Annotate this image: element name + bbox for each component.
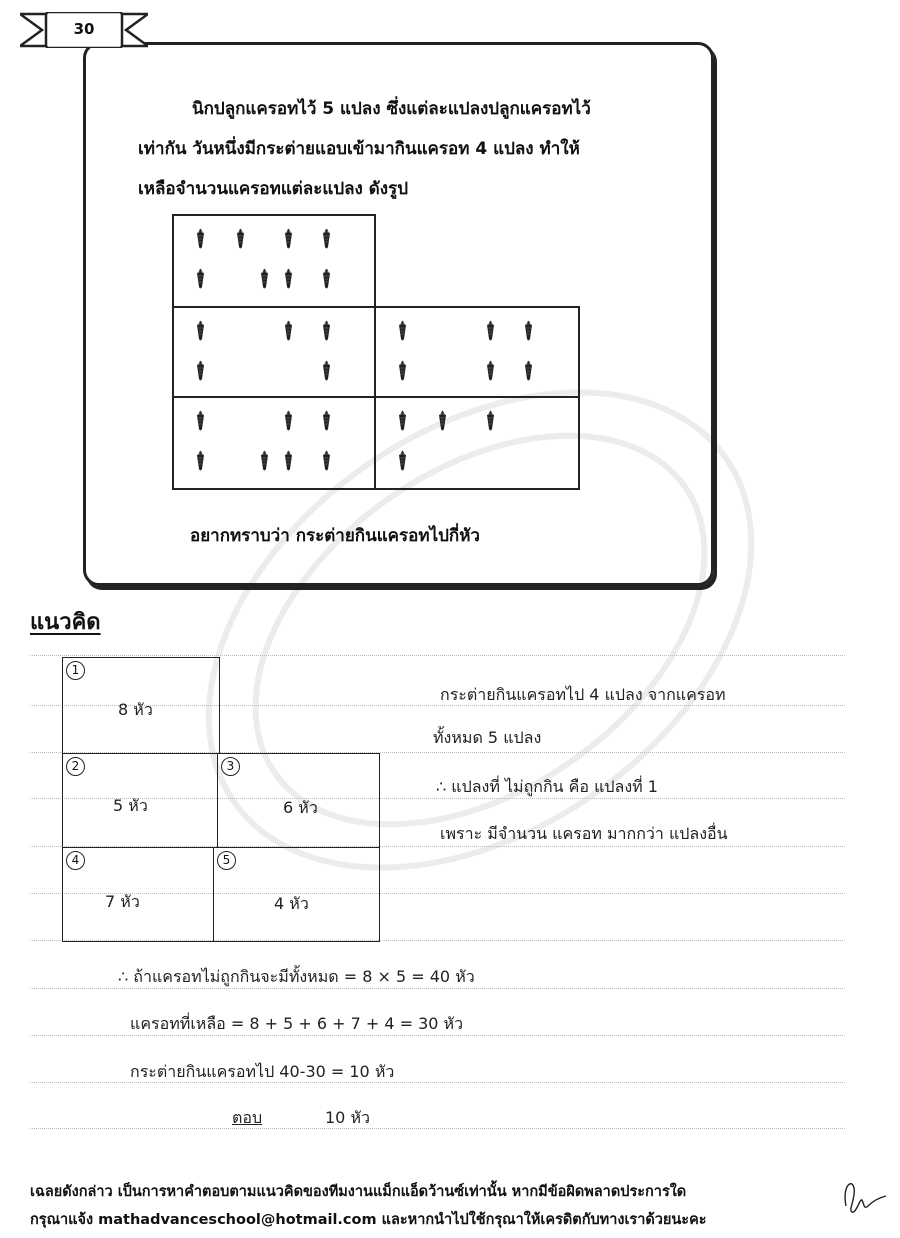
section-heading: แนวคิด	[30, 610, 101, 635]
signature	[838, 1176, 888, 1216]
plot-5	[374, 396, 580, 490]
carrot-icon	[524, 320, 533, 342]
carrot-icon	[322, 268, 331, 290]
carrot-icon	[322, 360, 331, 382]
cell-number: 2	[66, 757, 85, 776]
carrot-icon	[196, 410, 205, 432]
solution-grid	[62, 657, 380, 942]
question-sub: อยากทราบว่า กระต่ายกินแครอทไปกี่หัว	[190, 526, 480, 546]
carrot-icon	[322, 320, 331, 342]
note-line-2: ทั้งหมด 5 แปลง	[433, 728, 542, 747]
carrot-icon	[196, 268, 205, 290]
carrot-icon	[260, 450, 269, 472]
grid-cell	[62, 657, 220, 754]
cell-value: 4 หัว	[274, 894, 309, 913]
question-line-2: เท่ากัน วันหนึ่งมีกระต่ายแอบเข้ามากินแครอท 4 แปลง ทำให้	[138, 139, 580, 159]
carrot-icon	[236, 228, 245, 250]
carrot-icon	[438, 410, 447, 432]
carrot-icon	[398, 320, 407, 342]
carrot-icon	[322, 228, 331, 250]
carrot-icon	[196, 360, 205, 382]
carrot-icon	[398, 360, 407, 382]
calc-line-1: ∴ ถ้าแครอทไม่ถูกกินจะมีทั้งหมด = 8 × 5 = 40 หัว	[118, 967, 475, 986]
carrot-plots-diagram	[172, 214, 580, 490]
carrot-icon	[260, 268, 269, 290]
carrot-icon	[486, 410, 495, 432]
note-line-1: กระต่ายกินแครอทไป 4 แปลง จากแครอท	[440, 685, 726, 704]
cell-number: 5	[217, 851, 236, 870]
cell-value: 7 หัว	[105, 892, 140, 911]
cell-value: 5 หัว	[113, 796, 148, 815]
carrot-icon	[284, 320, 293, 342]
grid-cell	[213, 847, 380, 942]
calc-line-3: กระต่ายกินแครอทไป 40-30 = 10 หัว	[130, 1062, 395, 1081]
plot-4	[172, 396, 376, 490]
carrot-icon	[284, 450, 293, 472]
note-line-3: ∴ แปลงที่ ไม่ถูกกิน คือ แปลงที่ 1	[436, 777, 658, 796]
calc-line-2: แครอทที่เหลือ = 8 + 5 + 6 + 7 + 4 = 30 หัว	[130, 1014, 464, 1033]
carrot-icon	[322, 450, 331, 472]
carrot-icon	[524, 360, 533, 382]
plot-3	[374, 306, 580, 398]
carrot-icon	[196, 450, 205, 472]
carrot-icon	[486, 360, 495, 382]
question-line-1: นิกปลูกแครอทไว้ 5 แปลง ซึ่งแต่ละแปลงปลูกแครอทไว้	[192, 99, 591, 119]
answer-value: 10 หัว	[325, 1108, 370, 1127]
grid-cell	[217, 753, 380, 848]
answer-label: ตอบ	[232, 1108, 263, 1127]
question-line-3: เหลือจำนวนแครอทแต่ละแปลง ดังรูป	[138, 179, 409, 199]
cell-number: 1	[66, 661, 85, 680]
carrot-icon	[284, 410, 293, 432]
carrot-icon	[196, 228, 205, 250]
ruled-line	[30, 655, 845, 656]
carrot-icon	[486, 320, 495, 342]
cell-number: 4	[66, 851, 85, 870]
cell-number: 3	[221, 757, 240, 776]
carrot-icon	[398, 410, 407, 432]
carrot-icon	[322, 410, 331, 432]
carrot-icon	[284, 228, 293, 250]
plot-2	[172, 306, 376, 398]
grid-cell	[62, 753, 218, 848]
grid-cell	[62, 847, 214, 942]
ruled-line	[30, 1128, 845, 1129]
carrot-icon	[196, 320, 205, 342]
carrot-icon	[284, 268, 293, 290]
footer-line-2: กรุณาแจ้ง mathadvanceschool@hotmail.com และหากนำไปใช้กรุณาให้เครดิตกับทางเราด้วยนะคะ	[30, 1212, 707, 1228]
cell-value: 6 หัว	[283, 798, 318, 817]
footer-line-1: เฉลยดังกล่าว เป็นการหาคำตอบตามแนวคิดของทีมงานแม็กแอ็ดว้านซ์เท่านั้น หากมีข้อผิดพลาดประการใด	[30, 1184, 687, 1200]
page-number: 30	[73, 20, 95, 38]
plot-1	[172, 214, 376, 308]
cell-value: 8 หัว	[118, 700, 153, 719]
note-line-4: เพราะ มีจำนวน แครอท มากกว่า แปลงอื่น	[440, 824, 728, 843]
carrot-icon	[398, 450, 407, 472]
